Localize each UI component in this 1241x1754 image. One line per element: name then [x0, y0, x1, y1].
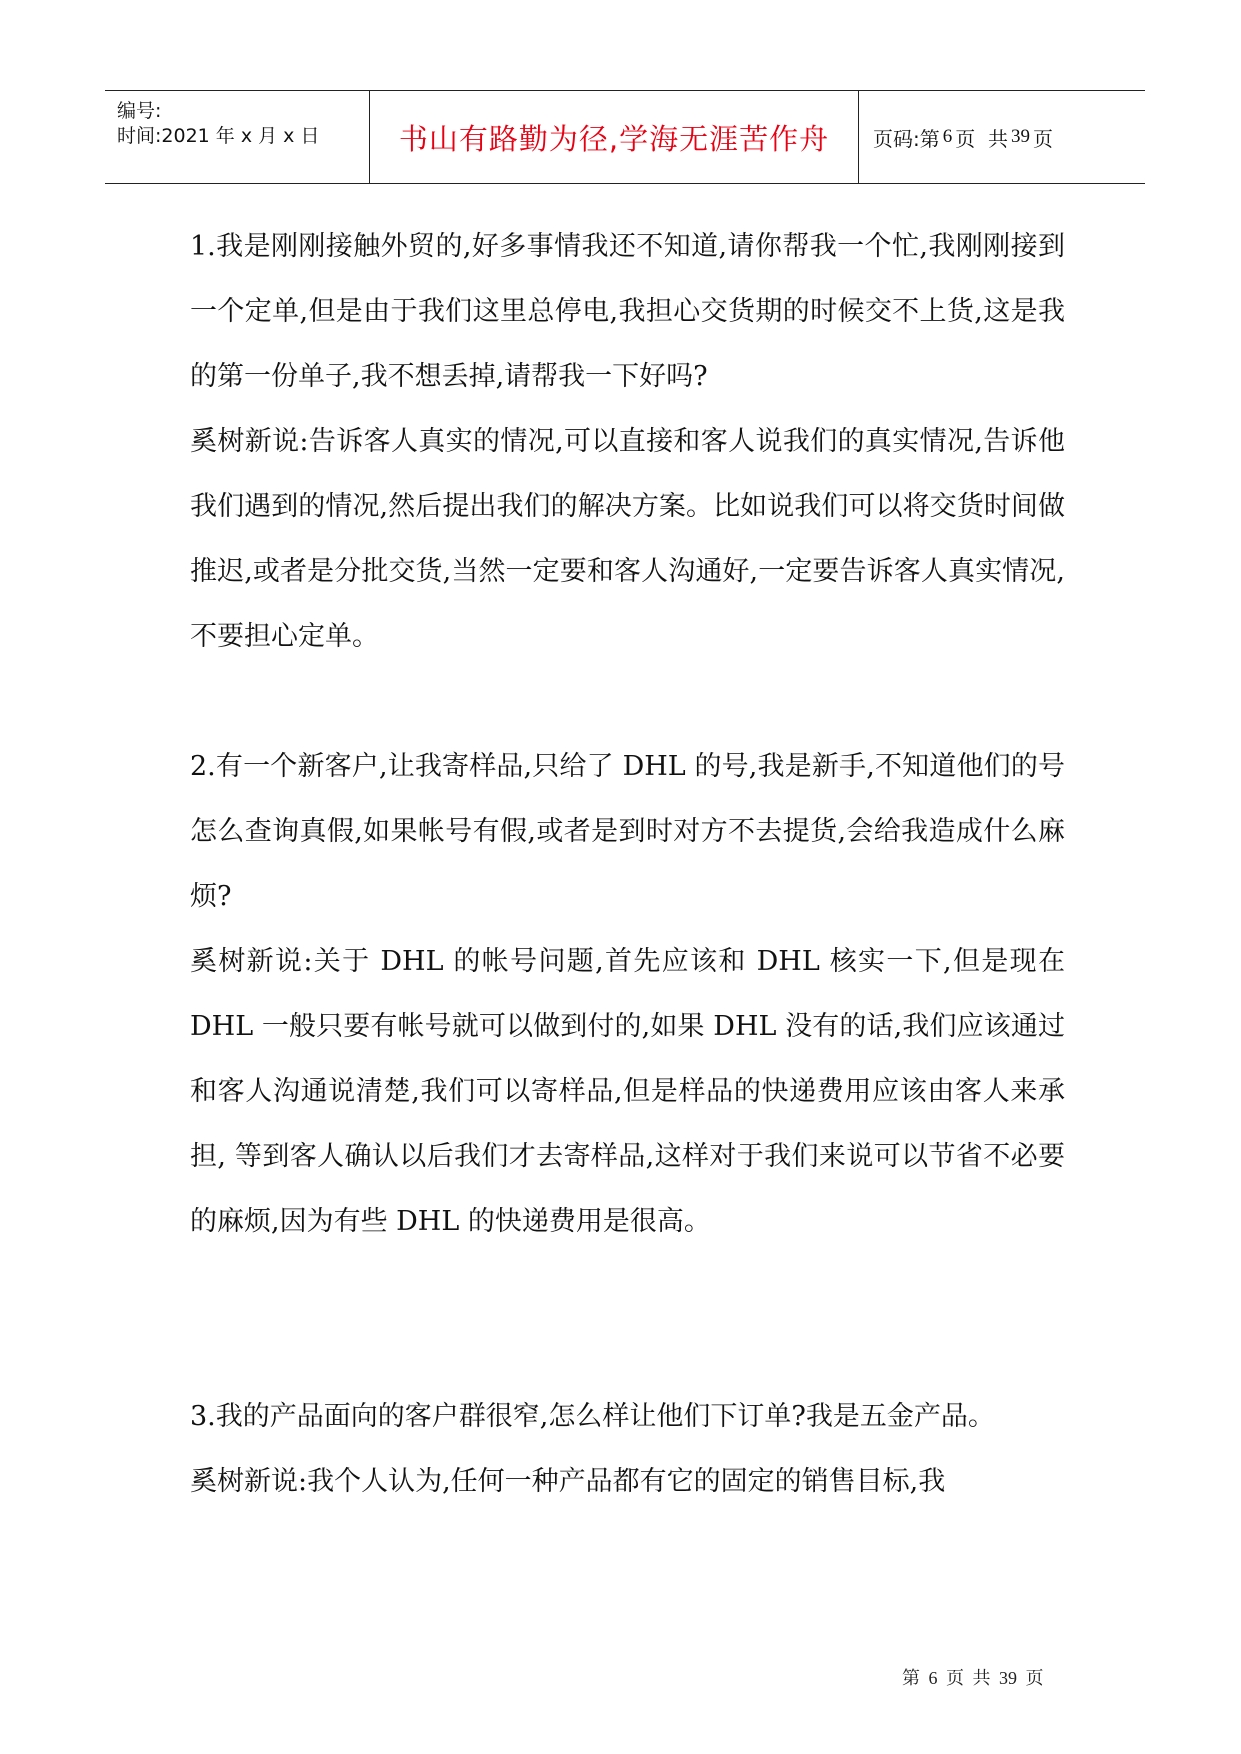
header-motto: 书山有路勤为径,学海无涯苦作舟	[398, 121, 830, 156]
header-divider-left	[369, 91, 370, 183]
serial-label: 编号:	[117, 100, 162, 122]
header-page-number	[873, 91, 1143, 183]
answer-3: 奚树新说:我个人认为,任何一种产品都有它的固定的销售目标,我	[190, 1466, 946, 1497]
paragraph-gap	[190, 669, 1065, 734]
page-suffix: 页	[1032, 126, 1053, 151]
question-1: 1.我是刚刚接触外贸的,好多事情我还不知道,请你帮我一个忙,我刚刚接到一个定单,但是由于我们这里总停电,我担心交货期的时候交不上货,这是我的第一份单子,我不想丢掉,请帮我一下好吗?	[190, 231, 1065, 392]
time-label: 时间:2021 年 x 月 x 日	[117, 125, 320, 147]
paragraph-gap	[190, 1254, 1065, 1384]
page-current: 6	[942, 126, 953, 147]
answer-2: 奚树新说:关于 DHL 的帐号问题,首先应该和 DHL 核实一下,但是现在 DHL 一般只要有帐号就可以做到付的,如果 DHL 没有的话,我们应该通过和客人沟通说清楚,我们可以寄样品,但是样品的快递费用应该由客人来承担, 等到客人确认以后我们才去寄样品,这样对于我们来说可以节省不必要的麻烦,因为有些 DHL 的快递费用是很高。	[190, 946, 1065, 1237]
page-mid: 页 共	[955, 126, 1008, 151]
document-body	[190, 214, 1065, 1514]
page-prefix: 页码:第	[873, 126, 940, 151]
page-total: 39	[1010, 126, 1030, 147]
answer-1: 奚树新说:告诉客人真实的情况,可以直接和客人说我们的真实情况,告诉他我们遇到的情况,然后提出我们的解决方案。比如说我们可以将交货时间做推迟,或者是分批交货,当然一定要和客人沟通好,一定要告诉客人真实情况,不要担心定单。	[190, 426, 1065, 652]
question-3: 3.我的产品面向的客户群很窄,怎么样让他们下订单?我是五金产品。	[190, 1401, 995, 1432]
page-header	[105, 90, 1145, 184]
question-2: 2.有一个新客户,让我寄样品,只给了 DHL 的号,我是新手,不知道他们的号怎么查询真假,如果帐号有假,或者是到时对方不去提货,会给我造成什么麻烦?	[190, 751, 1065, 912]
page-footer: 第 6 页 共 39 页	[902, 1668, 1044, 1688]
header-meta	[117, 91, 367, 183]
header-divider-right	[858, 91, 859, 183]
